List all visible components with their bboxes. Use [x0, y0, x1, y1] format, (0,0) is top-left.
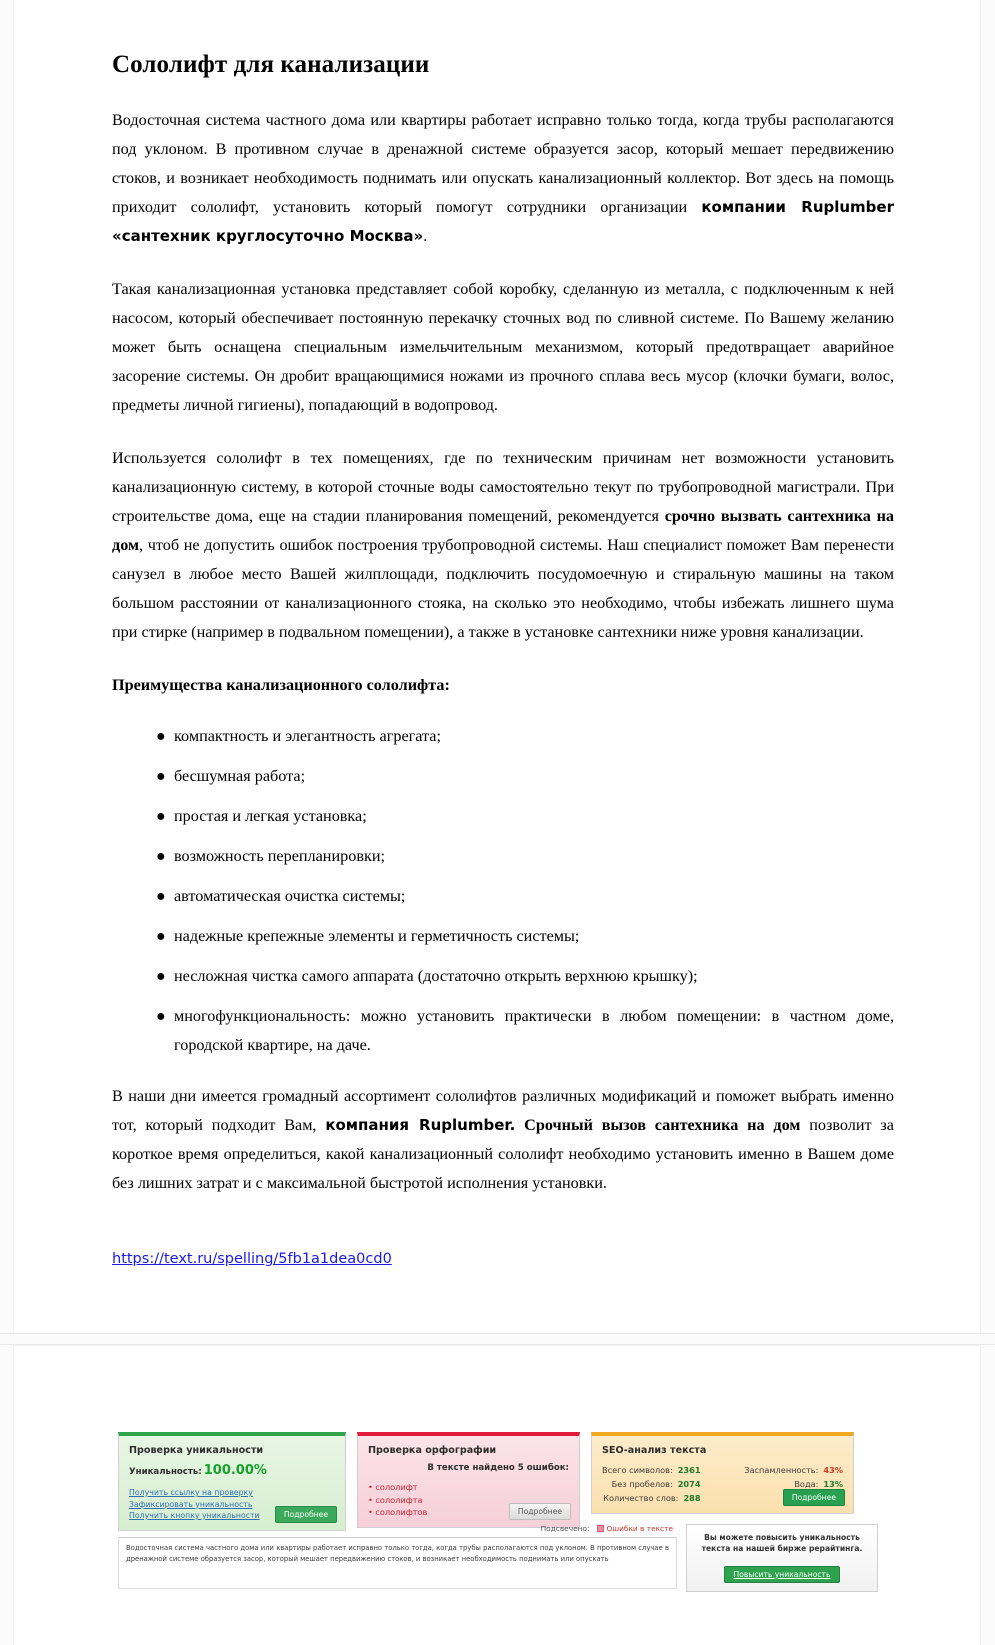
uniqueness-card: [118, 1432, 346, 1531]
legend-error-label: Ошибки в тексте: [606, 1524, 673, 1533]
spelling-more-button[interactable]: Подробнее: [509, 1503, 571, 1520]
paragraph-3-run-1-bold: срочно вызвать сантехника на дом: [112, 507, 894, 554]
seo-stat-value: 2361: [677, 1465, 701, 1475]
legend-error-entry: [597, 1524, 674, 1533]
seo-stat-label: Всего символов:: [602, 1465, 673, 1475]
bullet-icon: ●: [156, 1008, 166, 1025]
bullet-icon: ●: [156, 768, 166, 785]
paragraph-4: [112, 1082, 894, 1198]
seo-card: [591, 1432, 854, 1514]
spelling-found-label: В тексте найдено 5 ошибок:: [427, 1463, 569, 1473]
list-item: [112, 762, 894, 791]
increase-uniqueness-button[interactable]: Повысить уникальность: [724, 1566, 841, 1583]
paragraph-1: [112, 106, 894, 251]
paragraph-3: [112, 444, 894, 647]
list-item: [112, 722, 894, 751]
uniqueness-value-row: [129, 1463, 335, 1478]
page-divider: [0, 1333, 995, 1345]
page-title: Сололифт для канализации: [112, 51, 430, 78]
features-heading: Преимущества канализационного сололифта:: [112, 676, 450, 694]
list-item: [112, 842, 894, 871]
promo-text: Вы можете повысить уникальность текста на нашей бирже рерайтинга.: [701, 1533, 863, 1553]
seo-stat-value: 288: [683, 1493, 701, 1503]
highlight-legend: [118, 1524, 677, 1533]
list-item-label: несложная чистка самого аппарата (достаточно открыть верхнюю крышку);: [174, 967, 698, 985]
list-item: [112, 802, 894, 831]
seo-stat-row: [602, 1477, 701, 1491]
bullet-icon: ●: [156, 848, 166, 865]
seo-stat-row: [744, 1463, 843, 1477]
legend-prefix: Подсвечено:: [540, 1524, 590, 1533]
paragraph-1-run-1-bold: компании Ruplumber «сантехник круглосуточно Москва»: [112, 198, 894, 245]
seo-card-title: SEO-анализ текста: [602, 1445, 707, 1456]
list-item: [112, 922, 894, 951]
list-item-label: возможность перепланировки;: [174, 847, 385, 865]
paragraph-4-run-3: позволит за короткое время определиться, какой канализационный сололифт необходимо установить именно в Вашем доме без лишних затрат и с максимальной быстротой исполнения установки.: [112, 1116, 894, 1192]
seo-stat-label: Заспамленность:: [744, 1465, 819, 1475]
paragraph-2-run-0: Такая канализационная установка представляет собой коробку, сделанную из металла, с подключенным к ней насосом, который обеспечивает постоянную перекачку сточных вод по сливной системе. По Вашему желанию может быть оснащена специальным измельчительным механизмом, который предотвращает аварийное засорение системы. Он дробит вращающимися ножами из прочного сплава весь мусор (клочки бумаги, волос, предметы личной гигиены), попадающий в водопровод.: [112, 280, 894, 414]
features-list: [112, 722, 894, 1060]
seo-stat-value: 13%: [823, 1479, 843, 1489]
spelling-report-link[interactable]: https://text.ru/spelling/5fb1a1dea0cd0: [112, 1251, 392, 1267]
promo-panel: [686, 1524, 878, 1592]
spelling-error-item: • сололифта: [368, 1494, 423, 1505]
list-item-label: простая и легкая установка;: [174, 807, 367, 825]
bullet-icon: ●: [156, 928, 166, 945]
paragraph-2: [112, 275, 894, 420]
document-body: [112, 50, 894, 1268]
error-swatch-icon: [597, 1525, 604, 1532]
seo-stat-row: [602, 1491, 701, 1505]
list-item-label: компактность и элегантность агрегата;: [174, 727, 441, 745]
uniqueness-value-label: Уникальность:: [129, 1467, 202, 1477]
paragraph-4-run-0: В наши дни имеется громадный ассортимент сололифтов различных модификаций и поможет выбрать именно тот, который подходит Вам,: [112, 1087, 894, 1134]
list-item-label: многофункциональность: можно установить практически в любом помещении: в частном доме, городской квартире, на даче.: [174, 1007, 894, 1054]
list-item-label: бесшумная работа;: [174, 767, 306, 785]
uniqueness-card-title: Проверка уникальности: [129, 1445, 264, 1456]
bullet-icon: ●: [156, 888, 166, 905]
seo-stat-row: [602, 1463, 701, 1477]
seo-stat-label: Количество слов:: [603, 1493, 679, 1503]
document-page: [14, 0, 980, 1333]
get-check-link[interactable]: Получить ссылку на проверку: [129, 1488, 253, 1497]
paragraph-1-run-0: Водосточная система частного дома или квартиры работает исправно только тогда, когда трубы располагаются под уклоном. В противном случае в дренажной системе образуется засор, который мешает передвижению стоков, и возникает необходимость поднимать или опускать канализационный коллектор. Вот здесь на помощь приходит сололифт, установить который помогут сотрудники организации: [112, 111, 894, 216]
paragraph-3-run-0: Используется сололифт в тех помещениях, где по техническим причинам нет возможности установить канализационную систему, в которой сточные воды самостоятельно текут по трубопроводной магистрали. При строительстве дома, еще на стадии планирования помещений, рекомендуется: [112, 449, 894, 525]
report-cards: [118, 1432, 878, 1531]
seo-stat-value: 43%: [823, 1465, 843, 1475]
text-excerpt: Водосточная система частного дома или квартиры работает исправно только тогда, когда трубы располагаются под уклоном. В противном случае в дренажной системе образуется засор, который мешает передвижению стоков, и возникает необходимость поднимать или опускать: [118, 1537, 677, 1589]
bullet-icon: ●: [156, 808, 166, 825]
seo-stat-label: Без пробелов:: [611, 1479, 673, 1489]
seo-more-button[interactable]: Подробнее: [783, 1489, 845, 1506]
seo-stats-left: [602, 1463, 701, 1505]
spelling-error-item: • сололифтов: [368, 1507, 428, 1517]
get-uniqueness-badge-link[interactable]: Получить кнопку уникальности: [129, 1511, 260, 1520]
paragraph-4-run-1-bold: компания Ruplumber.: [325, 1116, 516, 1134]
paragraph-1-run-2: .: [423, 227, 428, 245]
list-item-label: надежные крепежные элементы и герметичность системы;: [174, 927, 580, 945]
seo-stat-label: Вода:: [794, 1479, 819, 1489]
report-page: [14, 1346, 980, 1645]
list-item: [112, 962, 894, 991]
bullet-icon: ●: [156, 968, 166, 985]
list-item-label: автоматическая очистка системы;: [174, 887, 406, 905]
spelling-error-item: • сололифт: [368, 1482, 418, 1492]
fix-uniqueness-link[interactable]: Зафиксировать уникальность: [129, 1499, 253, 1509]
list-item: [112, 1002, 894, 1060]
uniqueness-more-button[interactable]: Подробнее: [275, 1506, 337, 1523]
list-item: [112, 882, 894, 911]
paragraph-4-run-2-bold: Срочный вызов сантехника на дом: [515, 1116, 801, 1134]
bullet-icon: ●: [156, 728, 166, 745]
uniqueness-value: 100.00%: [203, 1463, 267, 1478]
spelling-card-title: Проверка орфографии: [368, 1445, 497, 1456]
report-link-row: [112, 1250, 894, 1268]
highlight-legend-wrap: [118, 1524, 677, 1592]
report-bottom-bar: [118, 1524, 878, 1592]
spelling-card: [357, 1432, 580, 1528]
paragraph-3-run-2: , чтоб не допустить ошибок построения трубопроводной системы. Наш специалист поможет Вам перенести санузел в любое место Вашей жилплощади, подключить посудомоечную и стиральную машины на таком большом расстоянии от канализационного стояка, на сколько это необходимо, чтобы избежать лишнего шума при стирке (например в подвальном помещении), а также в установке сантехники ниже уровня канализации.: [112, 536, 894, 641]
seo-stat-value: 2074: [677, 1479, 701, 1489]
